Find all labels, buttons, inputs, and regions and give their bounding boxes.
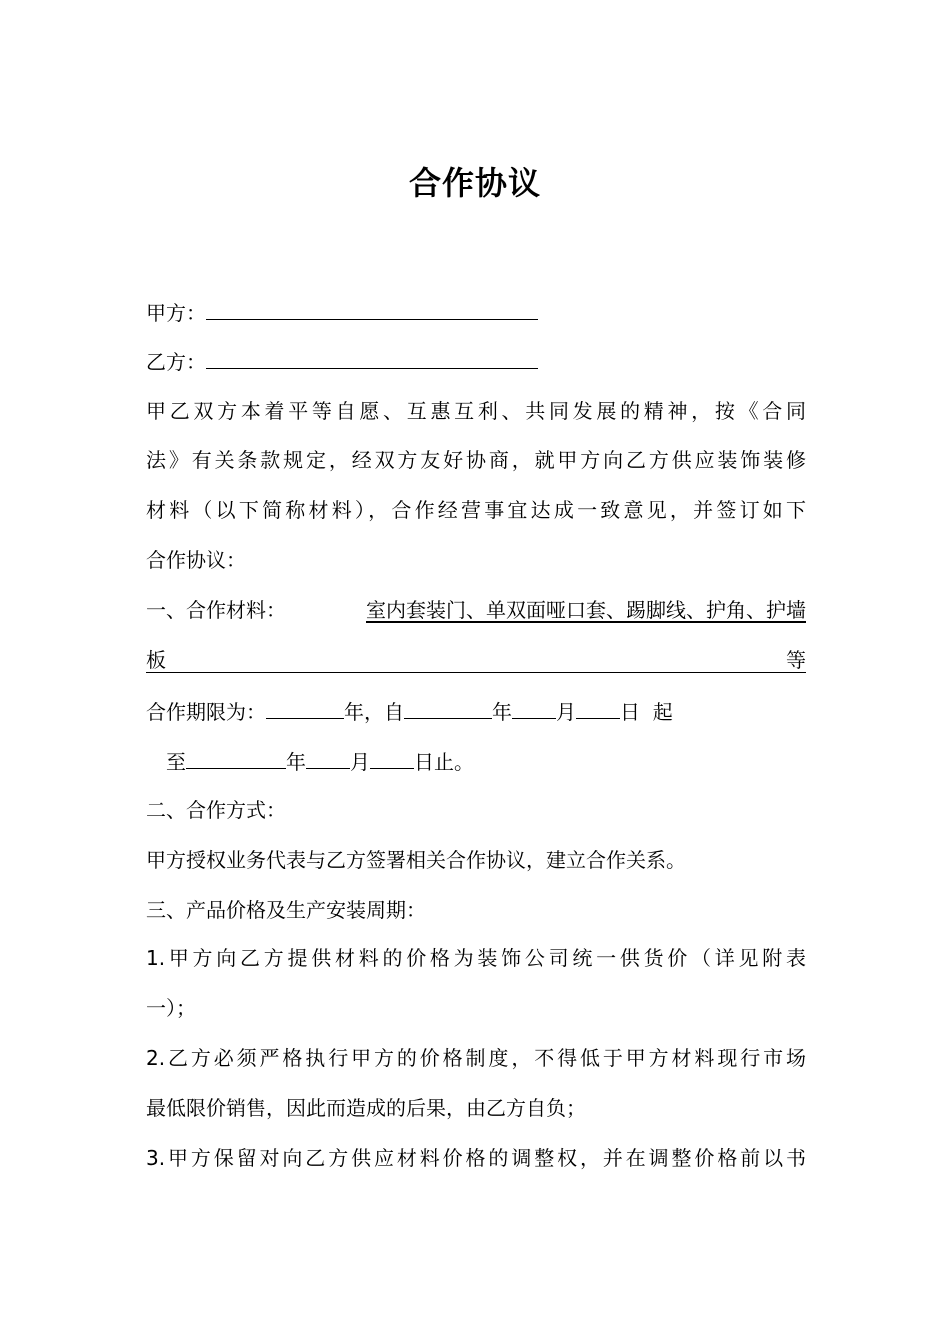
- materials-text-end: 等: [786, 648, 806, 672]
- end-year-blank[interactable]: [186, 746, 286, 769]
- start-year-blank[interactable]: [404, 696, 492, 719]
- intro-line: 合作协议：: [146, 548, 246, 572]
- intro-line: 法》有关条款规定，经双方友好协商，就甲方向乙方供应装饰装修: [146, 448, 806, 472]
- section1-line: [146, 596, 806, 624]
- party-b-label: 乙方：: [146, 350, 206, 374]
- end-day-blank[interactable]: [370, 746, 414, 769]
- section3-heading: 三、产品价格及生产安装周期：: [146, 898, 426, 922]
- intro-line: 甲乙双方本着平等自愿、互惠互利、共同发展的精神，按《合同: [146, 399, 806, 423]
- end-day-label: 日止。: [414, 750, 474, 774]
- term-label: 合作期限为：: [146, 700, 266, 724]
- section3-item: 最低限价销售，因此而造成的后果，由乙方自负；: [146, 1096, 586, 1120]
- section3-item: 3.甲方保留对向乙方供应材料价格的调整权，并在调整价格前以书: [146, 1146, 806, 1170]
- materials-text-start: 板: [146, 648, 166, 672]
- start-month-blank[interactable]: [512, 696, 556, 719]
- start-month-label: 月: [556, 700, 576, 724]
- end-month-blank[interactable]: [306, 746, 350, 769]
- term-end-line: [166, 746, 826, 776]
- section2-heading: 二、合作方式：: [146, 798, 286, 822]
- term-year-word: 年，自: [344, 700, 404, 724]
- party-a-line: [146, 297, 806, 327]
- start-year-label: 年: [492, 700, 512, 724]
- term-line: [146, 696, 806, 726]
- party-b-line: [146, 346, 806, 376]
- start-day-blank[interactable]: [576, 696, 620, 719]
- start-day-label: 日 起: [620, 700, 673, 724]
- materials-line-2: [146, 646, 806, 673]
- section3-item: 2.乙方必须严格执行甲方的价格制度，不得低于甲方材料现行市场: [146, 1046, 806, 1070]
- end-year-label: 年: [286, 750, 306, 774]
- party-b-blank[interactable]: [206, 346, 538, 369]
- party-a-blank[interactable]: [206, 297, 538, 320]
- term-to-label: 至: [166, 750, 186, 774]
- end-month-label: 月: [350, 750, 370, 774]
- document-title: 合作协议: [408, 164, 541, 202]
- section2-text: 甲方授权业务代表与乙方签署相关合作协议，建立合作关系。: [146, 848, 686, 872]
- materials-text: 室内套装门、单双面哑口套、踢脚线、护角、护墙: [366, 598, 806, 622]
- section3-item: 1.甲方向乙方提供材料的价格为装饰公司统一供货价（详见附表: [146, 946, 806, 970]
- term-years-blank[interactable]: [266, 696, 344, 719]
- section3-item: 一）；: [146, 996, 196, 1020]
- intro-line: 材料（以下简称材料），合作经营事宜达成一致意见，并签订如下: [146, 498, 806, 522]
- section1-label: 一、合作材料：: [146, 598, 286, 622]
- party-a-label: 甲方：: [146, 301, 206, 325]
